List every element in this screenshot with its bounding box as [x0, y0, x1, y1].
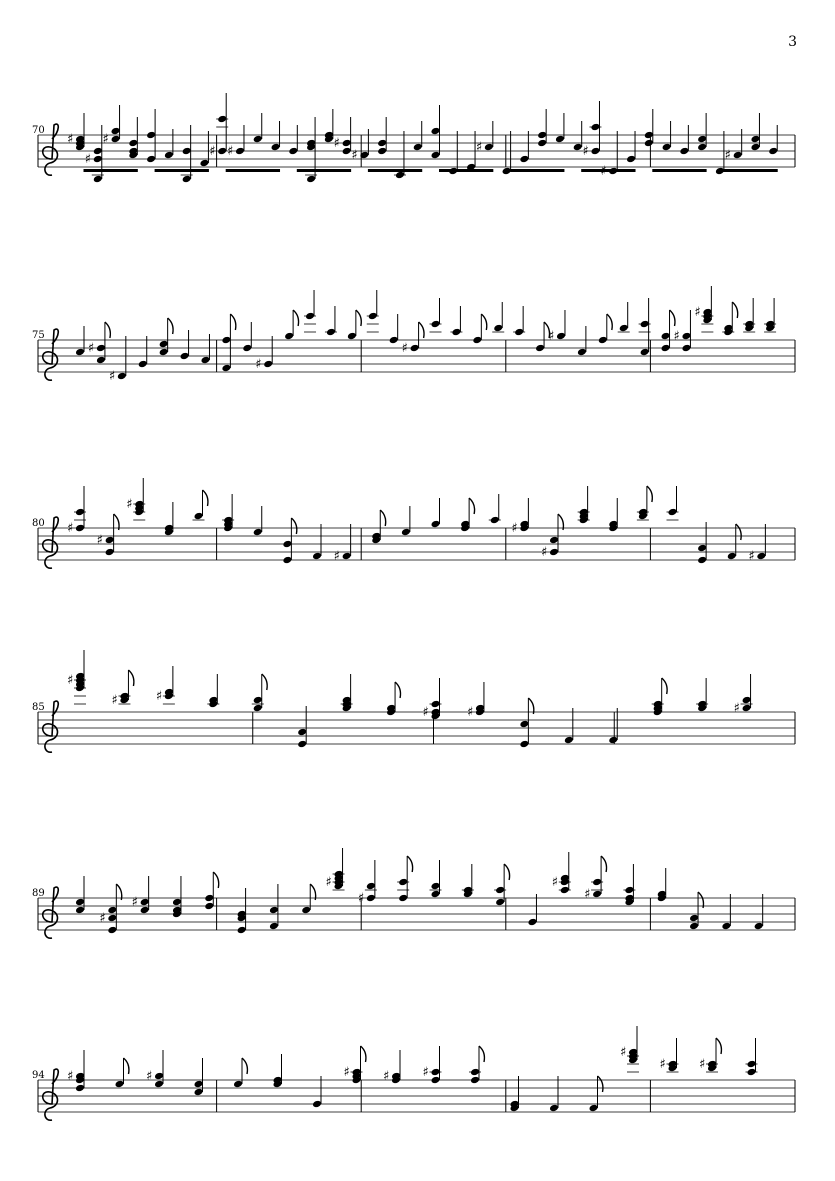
sharp-icon: ♯ [108, 369, 116, 384]
notehead [592, 890, 602, 899]
notehead [555, 135, 565, 144]
notehead [146, 131, 156, 140]
notehead [398, 894, 408, 903]
notehead [221, 364, 231, 373]
flag [361, 1046, 366, 1062]
flag [356, 310, 361, 326]
notehead [410, 344, 420, 353]
beam [723, 169, 777, 172]
sharp-icon: ♯ [673, 329, 680, 344]
notehead [221, 336, 231, 345]
notehead [342, 147, 352, 156]
notehead [640, 348, 650, 357]
notehead [93, 155, 103, 164]
notehead [194, 1080, 204, 1089]
notehead [204, 894, 214, 903]
notehead [305, 312, 315, 321]
flag [647, 486, 652, 502]
notehead [128, 139, 138, 148]
notehead [470, 1068, 480, 1077]
notehead [750, 135, 760, 144]
sharp-icon: ♯ [67, 1069, 74, 1084]
notehead [105, 548, 115, 557]
notehead [105, 536, 115, 545]
notehead [668, 508, 678, 517]
notehead [431, 700, 441, 709]
notehead [342, 139, 352, 148]
measure-number: 85 [32, 702, 45, 713]
flag [469, 498, 474, 514]
notehead [747, 1060, 757, 1069]
notehead [326, 328, 336, 337]
sharp-icon: ♯ [659, 1057, 666, 1072]
sharp-icon: ♯ [96, 533, 103, 548]
notehead [217, 147, 227, 156]
notehead [535, 344, 545, 353]
sharp-icon: ♯ [155, 689, 163, 704]
beam [652, 169, 706, 172]
flag [395, 682, 400, 698]
notehead [297, 728, 307, 737]
notehead [253, 528, 263, 537]
notehead [697, 544, 707, 553]
treble-clef-icon [43, 517, 59, 568]
notehead [182, 175, 192, 184]
notehead [138, 360, 148, 369]
notehead [111, 135, 121, 144]
sharp-icon: ♯ [126, 497, 133, 512]
sharp-icon: ♯ [584, 887, 591, 902]
sharp-icon: ♯ [694, 305, 701, 320]
notehead [537, 139, 547, 148]
notehead [107, 926, 117, 935]
flag [504, 864, 509, 880]
notehead [495, 898, 505, 907]
notehead [368, 312, 378, 321]
beam [297, 169, 351, 172]
notehead [598, 336, 608, 345]
notehead [96, 344, 106, 353]
notehead [75, 906, 85, 915]
notehead [484, 143, 494, 152]
notehead [644, 131, 654, 140]
sharp-icon: ♯ [475, 140, 483, 155]
notehead [194, 512, 204, 521]
notehead [107, 914, 117, 923]
notehead [519, 720, 529, 729]
sharp-icon: ♯ [146, 1069, 153, 1084]
notehead [284, 332, 294, 341]
notehead [401, 528, 411, 537]
notehead [75, 524, 85, 533]
notehead [451, 328, 461, 337]
notehead [624, 886, 634, 895]
sharp-icon: ♯ [422, 705, 429, 720]
sharp-icon: ♯ [99, 911, 106, 926]
notehead [269, 922, 279, 931]
notehead [556, 332, 566, 341]
flag [670, 310, 675, 326]
measure-number: 70 [32, 125, 45, 136]
notehead [681, 344, 691, 353]
flag [168, 318, 173, 334]
beam [439, 169, 493, 172]
notehead [253, 135, 263, 144]
notehead [662, 143, 672, 152]
notehead [768, 147, 778, 156]
notehead [537, 131, 547, 140]
flag [124, 1058, 129, 1074]
notehead [366, 882, 376, 891]
notehead [519, 155, 529, 164]
sharp-icon: ♯ [87, 341, 95, 356]
notehead [495, 886, 505, 895]
notehead [608, 736, 618, 745]
notehead [117, 372, 127, 381]
sharp-icon: ♯ [724, 148, 731, 163]
flag [607, 314, 612, 330]
flag [230, 314, 235, 330]
notehead [377, 139, 387, 148]
sharp-icon: ♯ [333, 136, 340, 151]
beam [510, 169, 564, 172]
notehead [490, 516, 500, 525]
notehead [180, 352, 190, 361]
notehead [253, 704, 263, 713]
sharp-icon: ♯ [401, 341, 408, 356]
notehead [681, 332, 691, 341]
flag [662, 678, 667, 694]
notehead [159, 340, 169, 349]
notehead [75, 1084, 85, 1093]
notehead [194, 1088, 204, 1097]
notehead [626, 155, 636, 164]
notehead [96, 356, 106, 365]
sharp-icon: ♯ [547, 329, 555, 344]
notehead [172, 898, 182, 907]
treble-clef-icon [43, 124, 59, 175]
notehead [644, 139, 654, 148]
treble-clef-icon [43, 887, 59, 938]
notehead [519, 740, 529, 749]
notehead [592, 878, 602, 887]
notehead [742, 704, 752, 713]
notehead [577, 348, 587, 357]
notehead [470, 1076, 480, 1085]
measure-number: 75 [32, 330, 45, 341]
notehead [493, 324, 503, 333]
notehead [154, 1072, 164, 1081]
notehead [591, 147, 601, 156]
flag [213, 872, 218, 888]
notehead [431, 890, 441, 899]
notehead [199, 159, 209, 168]
notehead [679, 147, 689, 156]
notehead [366, 894, 376, 903]
notehead [93, 147, 103, 156]
notehead [154, 1080, 164, 1089]
sharp-icon: ♯ [343, 1065, 350, 1080]
notehead [377, 147, 387, 156]
sharp-icon: ♯ [333, 549, 340, 564]
notehead [715, 167, 725, 176]
notehead [301, 906, 311, 915]
notehead [389, 336, 399, 345]
flag [481, 314, 486, 330]
notehead [93, 175, 103, 184]
notehead [661, 332, 671, 341]
flag [407, 856, 412, 872]
sharp-icon: ♯ [582, 144, 589, 159]
notehead [347, 332, 357, 341]
flag [262, 674, 267, 690]
sharp-icon: ♯ [422, 1065, 429, 1080]
notehead [431, 520, 441, 529]
treble-clef-icon [43, 1069, 59, 1120]
notehead [750, 143, 760, 152]
notehead [182, 147, 192, 156]
treble-clef-icon [43, 329, 59, 380]
sharp-icon: ♯ [733, 701, 740, 716]
sharp-icon: ♯ [325, 875, 332, 890]
notehead [271, 143, 281, 152]
notehead [619, 324, 629, 333]
beam [581, 169, 635, 172]
notehead [527, 918, 537, 927]
notehead [282, 540, 292, 549]
beam [84, 169, 138, 172]
sharp-icon: ♯ [541, 545, 548, 560]
flag [419, 322, 424, 338]
notehead [661, 344, 671, 353]
flag [291, 518, 296, 534]
sharp-icon: ♯ [357, 891, 365, 906]
notehead [689, 922, 699, 931]
flag [479, 1046, 484, 1062]
notehead [140, 898, 150, 907]
notehead [235, 147, 245, 156]
flag [601, 856, 606, 872]
notehead [269, 906, 279, 915]
measure-number: 80 [32, 518, 45, 529]
notehead [549, 548, 559, 557]
notehead [111, 127, 121, 136]
notehead [697, 143, 707, 152]
flag [598, 1076, 603, 1092]
notehead [242, 344, 252, 353]
beam [226, 169, 280, 172]
notehead [589, 1104, 599, 1113]
sharp-icon: ♯ [84, 152, 92, 167]
notehead [697, 135, 707, 144]
notehead [312, 552, 322, 561]
sharp-icon: ♯ [67, 521, 74, 536]
flag [716, 1038, 721, 1054]
sharp-icon: ♯ [209, 144, 216, 159]
notehead [159, 348, 169, 357]
sharp-icon: ♯ [511, 521, 518, 536]
notehead [514, 328, 524, 337]
notehead [640, 320, 650, 329]
sharp-icon: ♯ [102, 132, 109, 147]
notehead [312, 1100, 322, 1109]
notehead [200, 356, 210, 365]
notehead [115, 1080, 125, 1089]
notehead [573, 143, 583, 152]
notehead [263, 360, 273, 369]
notehead [140, 906, 150, 915]
notehead [233, 1080, 243, 1089]
sharp-icon: ♯ [466, 705, 474, 720]
notehead [431, 1068, 441, 1077]
notehead [747, 1068, 757, 1077]
page-number: 3 [788, 34, 797, 50]
notehead [560, 886, 570, 895]
sharp-icon: ♯ [255, 357, 262, 372]
sharp-icon: ♯ [111, 693, 118, 708]
notehead [75, 508, 85, 517]
notehead [549, 536, 559, 545]
flag [203, 490, 208, 506]
sharp-icon: ♯ [67, 132, 74, 147]
notehead [217, 115, 227, 124]
notehead [742, 696, 752, 705]
notehead [721, 922, 731, 931]
notehead [591, 123, 601, 132]
notehead [502, 167, 512, 176]
flag [105, 322, 110, 338]
sharp-icon: ♯ [383, 1069, 390, 1084]
measure-number: 89 [32, 888, 45, 899]
sharp-icon: ♯ [551, 875, 559, 890]
sharp-icon: ♯ [748, 549, 755, 564]
notehead [75, 898, 85, 907]
notehead [564, 736, 574, 745]
beam [155, 169, 209, 172]
notehead [754, 922, 764, 931]
notehead [756, 552, 766, 561]
notehead [413, 143, 423, 152]
flag [293, 310, 298, 326]
notehead [237, 926, 247, 935]
notehead [164, 151, 174, 160]
notehead [431, 151, 441, 160]
notehead [288, 147, 298, 156]
notehead [697, 556, 707, 565]
notehead [472, 336, 482, 345]
notehead [146, 155, 156, 164]
notehead [306, 175, 316, 184]
notehead [297, 740, 307, 749]
beam [368, 169, 422, 172]
flag [736, 524, 741, 540]
notehead [549, 1104, 559, 1113]
notehead [107, 906, 117, 915]
notehead [204, 902, 214, 911]
notehead [282, 556, 292, 565]
flag [380, 510, 385, 526]
notehead [342, 552, 352, 561]
notehead [253, 696, 263, 705]
notehead [75, 348, 85, 357]
notehead [689, 914, 699, 923]
sharp-icon: ♯ [699, 1057, 706, 1072]
sharp-icon: ♯ [226, 144, 234, 159]
sharp-icon: ♯ [351, 148, 358, 163]
flag [128, 670, 133, 686]
notehead [727, 552, 737, 561]
sharp-icon: ♯ [67, 673, 74, 688]
notehead [431, 320, 441, 329]
measure-number: 94 [32, 1070, 45, 1081]
flag [242, 1058, 247, 1074]
notehead [431, 1076, 441, 1085]
treble-clef-icon [43, 701, 59, 752]
notehead [395, 171, 405, 180]
sharp-icon: ♯ [131, 895, 138, 910]
flag [732, 302, 737, 318]
notehead [733, 151, 743, 160]
notehead [431, 127, 441, 136]
notehead [398, 878, 408, 887]
notehead [431, 882, 441, 891]
sharp-icon: ♯ [620, 1045, 627, 1060]
